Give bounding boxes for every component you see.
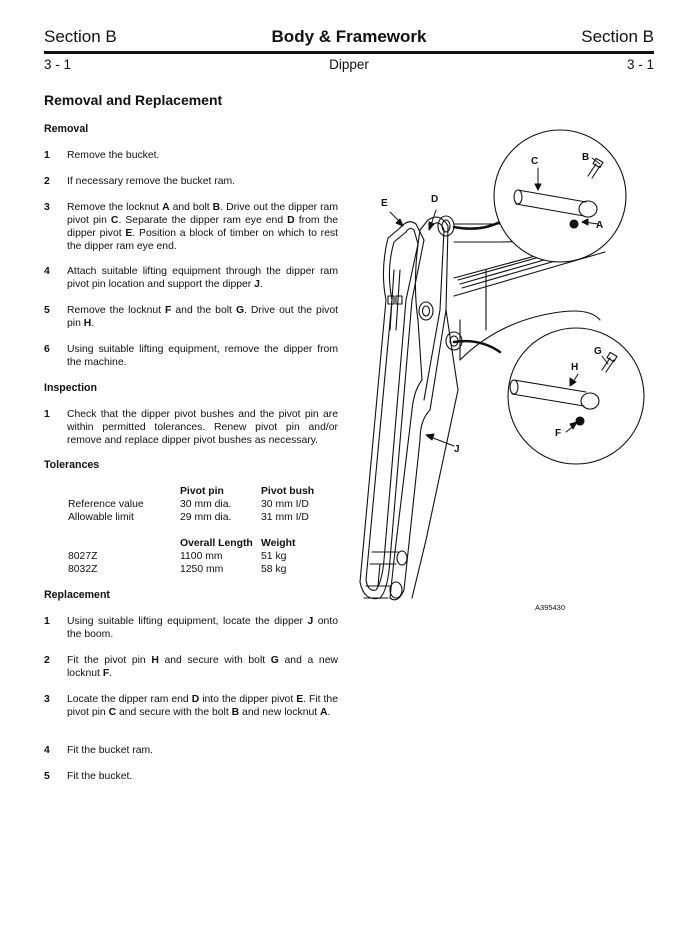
- section-label-left: Section B: [44, 27, 117, 46]
- step-text-segment: and a new locknut: [67, 655, 338, 679]
- row-label: Allowable limit: [68, 512, 134, 523]
- bottom-pin: [390, 582, 402, 598]
- removal-step: [44, 343, 338, 369]
- step-text-segment: and the bolt: [171, 305, 236, 316]
- page-subtitle: Dipper: [329, 57, 369, 72]
- callout-e: E: [381, 198, 388, 209]
- step-text-segment: If necessary remove the bucket ram.: [67, 176, 236, 187]
- page-title: Removal and Replacement: [44, 92, 223, 108]
- callout-reference: F: [165, 305, 172, 316]
- step-text-segment: Remove the locknut: [67, 305, 166, 316]
- replacement-step: [44, 654, 338, 680]
- cell-value: 1250 mm: [180, 564, 224, 575]
- step-number: 3: [44, 202, 50, 213]
- step-text-segment: Using suitable lifting equipment, remove the dipper from the machine.: [67, 344, 338, 368]
- step-text-segment: . Drive out the pivot pin: [67, 305, 338, 329]
- step-text-segment: Using suitable lifting equipment, locate the dipper: [67, 616, 308, 627]
- step-number: 4: [44, 266, 50, 277]
- step-text-segment: Attach suitable lifting equipment through the dipper ram pivot pin location and support the dipper: [67, 266, 338, 290]
- callout-g: G: [594, 346, 602, 357]
- callout-f: F: [555, 428, 562, 439]
- step-text-segment: and secure with bolt: [158, 655, 271, 666]
- step-text: [67, 304, 338, 330]
- cell-value: 58 kg: [261, 564, 287, 575]
- callout-reference: D: [191, 694, 200, 705]
- removal-step: [44, 175, 338, 188]
- replacement-step: [44, 615, 338, 641]
- page-header: [44, 27, 654, 51]
- row-label: Reference value: [68, 499, 144, 510]
- step-number: 4: [44, 745, 50, 756]
- step-text-segment: .: [259, 279, 263, 290]
- step-text-segment: into the dipper pivot: [199, 694, 297, 705]
- col-header-weight: Weight: [261, 538, 296, 549]
- step-text-segment: and secure with the bolt: [116, 707, 232, 718]
- step-number: 5: [44, 305, 50, 316]
- callout-reference: H: [83, 318, 92, 329]
- page-subheader: [44, 57, 654, 75]
- callout-reference: A: [162, 202, 170, 213]
- inspection-step: [44, 408, 338, 447]
- step-number: 2: [44, 176, 50, 187]
- callout-d: D: [431, 194, 439, 205]
- step-text: [67, 265, 338, 291]
- callout-reference: H: [151, 655, 159, 666]
- step-text-segment: . Separate the dipper ram eye end: [118, 215, 288, 226]
- replacement-step: [44, 744, 338, 757]
- step-text: [67, 201, 338, 253]
- tolerances-heading: Tolerances: [44, 459, 100, 471]
- step-number: 1: [44, 150, 50, 161]
- row-label: 8032Z: [68, 564, 98, 575]
- page-number-right: 3 - 1: [626, 57, 654, 72]
- step-text-segment: Fit the bucket ram.: [67, 745, 154, 756]
- step-text-segment: . Drive out the dipper ram pivot pin: [67, 202, 338, 226]
- header-divider: [44, 51, 654, 54]
- cell-value: 51 kg: [261, 551, 287, 562]
- figure-reference: A395430: [535, 603, 566, 612]
- replacement-heading: Replacement: [44, 589, 110, 601]
- callout-reference: E: [296, 694, 304, 705]
- step-text: [67, 770, 338, 783]
- step-text-segment: Check that the dipper pivot bushes and the pivot pin are within permitted tolerances. Renew pivot pin and/or remove and replace dipper pivot bushes as necessary.: [67, 409, 338, 446]
- step-text-segment: Remove the bucket.: [67, 150, 160, 161]
- callout-j: J: [454, 444, 460, 455]
- section-label-right: Section B: [581, 27, 654, 46]
- callout-reference: C: [110, 215, 119, 226]
- step-text-segment: onto the boom.: [67, 616, 338, 640]
- removal-heading: Removal: [44, 123, 89, 135]
- cell-value: 30 mm dia.: [180, 499, 232, 510]
- replacement-step: [44, 693, 338, 719]
- callout-reference: E: [125, 228, 133, 239]
- col-header-overall-length: Overall Length: [180, 538, 253, 549]
- step-text-segment: .: [327, 707, 331, 718]
- page-number-left: 3 - 1: [44, 57, 72, 72]
- step-text: [67, 175, 338, 188]
- step-text-segment: Fit the bucket.: [67, 771, 133, 782]
- step-text: [67, 693, 338, 719]
- callout-reference: C: [108, 707, 117, 718]
- bottom-pin: [397, 551, 407, 565]
- callout-reference: J: [307, 616, 314, 627]
- chapter-title: Body & Framework: [271, 27, 427, 46]
- step-text-segment: .: [91, 318, 95, 329]
- step-number: 6: [44, 344, 50, 355]
- dipper-illustration: [350, 120, 650, 620]
- col-header-pivot-pin: Pivot pin: [180, 486, 224, 497]
- inspection-heading: Inspection: [44, 382, 97, 394]
- cell-value: 31 mm I/D: [261, 512, 309, 523]
- cell-value: 30 mm I/D: [261, 499, 309, 510]
- removal-step: [44, 149, 338, 162]
- step-text-segment: and bolt: [169, 202, 213, 213]
- cell-value: 1100 mm: [180, 551, 223, 562]
- inset-lower: [508, 328, 644, 464]
- removal-step: [44, 201, 338, 253]
- step-text-segment: Remove the locknut: [67, 202, 163, 213]
- callout-reference: A: [320, 707, 328, 718]
- callout-reference: B: [231, 707, 240, 718]
- step-number: 3: [44, 694, 50, 705]
- step-number: 5: [44, 771, 50, 782]
- callout-reference: G: [270, 655, 279, 666]
- step-text: [67, 615, 338, 641]
- step-text: [67, 343, 338, 369]
- pivot-boss: [419, 302, 433, 320]
- col-header-pivot-bush: Pivot bush: [261, 486, 315, 497]
- callout-reference: D: [287, 215, 295, 226]
- step-text-segment: from the dipper pivot: [67, 215, 339, 239]
- step-text: [67, 149, 338, 162]
- dipper-arm-plate: [390, 217, 448, 600]
- locknut-a: [570, 220, 578, 228]
- step-text: [67, 654, 338, 680]
- step-number: 1: [44, 616, 50, 627]
- callout-a: A: [596, 220, 604, 231]
- row-label: 8027Z: [68, 551, 98, 562]
- step-text-segment: Fit the pivot pin: [67, 655, 152, 666]
- callout-h: H: [571, 362, 579, 373]
- locknut-f: [576, 417, 584, 425]
- callout-b: B: [582, 152, 590, 163]
- step-text-segment: . Fit the pivot pin: [67, 694, 338, 718]
- step-number: 2: [44, 655, 50, 666]
- step-text-segment: . Position a block of timber on which to rest the dipper ram eye end.: [67, 228, 339, 252]
- callout-reference: B: [212, 202, 221, 213]
- callout-c: C: [531, 156, 539, 167]
- removal-step: [44, 304, 338, 330]
- callout-reference: F: [102, 668, 110, 679]
- step-text-segment: .: [109, 668, 113, 679]
- step-text: [67, 408, 338, 447]
- removal-step: [44, 265, 338, 291]
- step-text-segment: Locate the dipper ram end: [67, 694, 192, 705]
- cell-value: 29 mm dia.: [180, 512, 232, 523]
- pivot-boss: [438, 216, 454, 236]
- dipper-drawing: [350, 120, 650, 620]
- callout-reference: J: [254, 279, 260, 290]
- step-text: [67, 744, 338, 757]
- step-number: 1: [44, 409, 50, 420]
- step-text-segment: and new locknut: [239, 707, 321, 718]
- callout-reference: G: [235, 305, 245, 316]
- replacement-step: [44, 770, 338, 783]
